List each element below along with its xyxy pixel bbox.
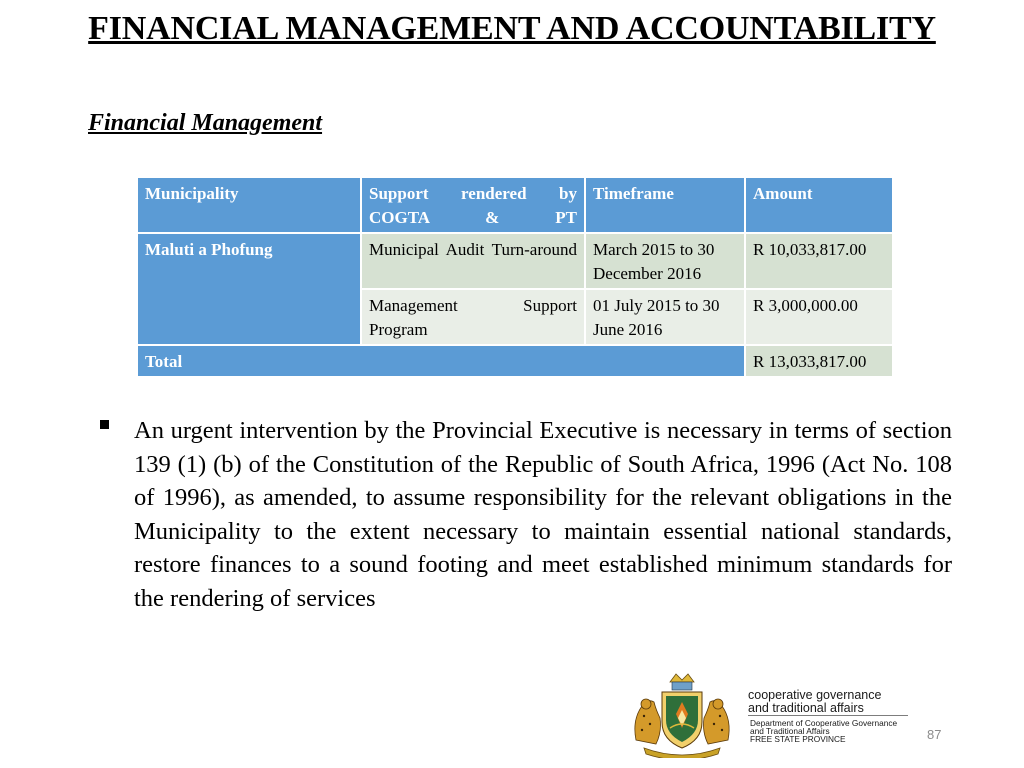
slide-title: FINANCIAL MANAGEMENT AND ACCOUNTABILITY [88,10,936,47]
org-name-line1: cooperative governance [748,688,882,702]
timeframe-cell: 01 July 2015 to 30 June 2016 [585,289,745,345]
total-label: Total [137,345,745,377]
timeframe-cell: March 2015 to 30 December 2016 [585,233,745,289]
bullet-text: An urgent intervention by the Provincial Executive is necessary in terms of section 139 (1) (b) of the Constitution of the Republic of South Africa, 1996 (Act No. 108 of 1996), as amended, to assume responsibility for the relevant obligations in the Municipality to the extent necessary to maintain essential national standards, restore finances to a sound footing and meet established minimum standards for the rendering of services [134,417,952,612]
section-subtitle: Financial Management [88,110,323,136]
square-bullet-icon [100,420,109,429]
table-row [137,233,893,289]
org-name-line2: and traditional affairs [748,701,864,715]
amount-cell: R 10,033,817.00 [745,233,893,289]
department-logo [626,670,916,760]
header-timeframe: Timeframe [585,177,745,233]
dept-province: FREE STATE PROVINCE [750,734,846,744]
support-cell: Municipal Audit Turn-around [361,233,585,289]
total-amount: R 13,033,817.00 [745,345,893,377]
table-header-row [137,177,893,233]
header-amount: Amount [745,177,893,233]
financial-table [136,176,894,378]
logo-divider [748,715,908,716]
support-cell: Management Support Program [361,289,585,345]
municipality-cell: Maluti a Phofung [137,233,361,345]
dept-name-line2: and Traditional Affairs [750,726,830,736]
header-municipality: Municipality [137,177,361,233]
amount-cell: R 3,000,000.00 [745,289,893,345]
dept-name-line1: Department of Cooperative Governance [750,718,898,728]
page-number: 87 [927,727,942,742]
table-total-row [137,345,893,377]
header-support: Support rendered by COGTA & PT [361,177,585,233]
coat-of-arms-icon [626,670,738,758]
